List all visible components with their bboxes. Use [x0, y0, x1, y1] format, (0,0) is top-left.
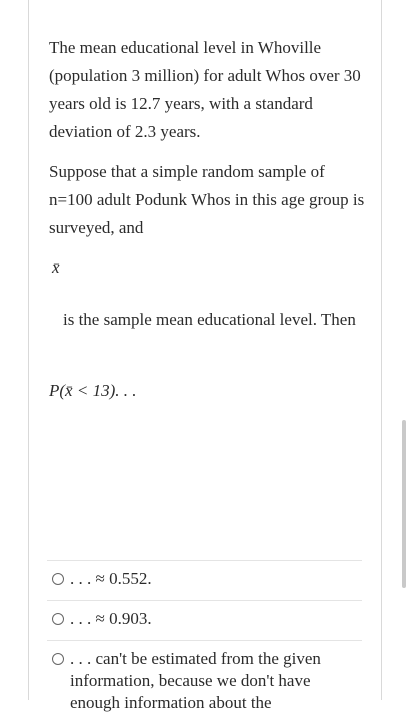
question-paragraph-3: is the sample mean educational level. Then — [63, 310, 356, 329]
option-divider — [47, 600, 362, 601]
radio-button-icon[interactable] — [52, 573, 64, 585]
radio-button-icon[interactable] — [52, 613, 64, 625]
answer-option-label: . . . can't be estimated from the given information, because we don't have enough information about the — [70, 649, 321, 712]
question-paragraph-2: Suppose that a simple random sample of n=100 adult Podunk Whos in this age group is surveyed, and — [49, 162, 365, 237]
scrollbar[interactable] — [402, 420, 406, 588]
answer-option-label: . . . ≈ 0.552. — [70, 569, 152, 588]
probability-expression: P(x̄ < 13). . . — [49, 381, 137, 400]
answer-option-label: . . . ≈ 0.903. — [70, 609, 152, 628]
radio-button-icon[interactable] — [52, 653, 64, 665]
answer-option-1[interactable] — [52, 568, 357, 590]
option-divider — [47, 640, 362, 641]
xbar-symbol: x̄ — [52, 258, 60, 277]
answer-option-2[interactable] — [52, 608, 357, 630]
question-paragraph-1: The mean educational level in Whoville (population 3 million) for adult Whos over 30 years old is 12.7 years, with a standard deviation of 2.3 years. — [49, 38, 361, 141]
option-divider — [47, 560, 362, 561]
answer-option-3[interactable] — [52, 648, 357, 714]
